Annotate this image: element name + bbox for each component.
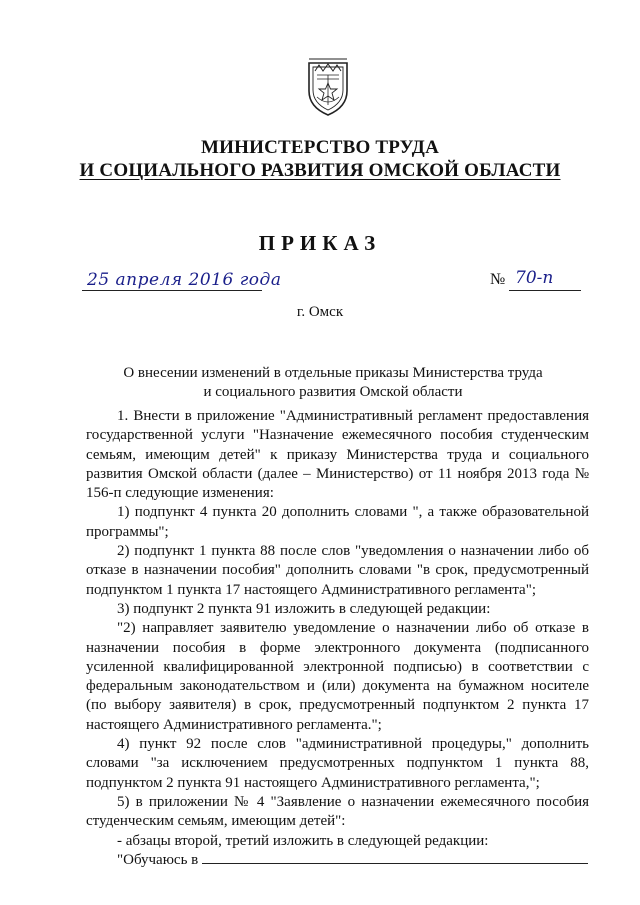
paragraph-1: 1. Внести в приложение "Административный регламент предоставления государственной услуги "Назначение ежемесячного пособия студенческим семьям, имеющим детей" к приказу Министерства труда и социального развития Омской области (далее – Министерство) от 11 ноября 2013 года № 156-п следующие изменения: xyxy=(86,408,589,502)
date-underline xyxy=(82,290,262,291)
paragraph-7: 5) в приложении № 4 "Заявление о назначении ежемесячного пособия студенческим семьям, имеющим детей": xyxy=(86,793,589,830)
document-type-title: ПРИКАЗ xyxy=(258,231,382,255)
ministry-name-line1: МИНИСТЕРСТВО ТРУДА xyxy=(201,137,439,158)
subject-line1: О внесении изменений в отдельные приказы Министерства труда xyxy=(123,365,543,381)
number-label: № xyxy=(490,271,506,288)
paragraph-2: 1) подпункт 4 пункта 20 дополнить словами ", а также образовательной программы"; xyxy=(86,504,589,540)
order-body xyxy=(86,407,589,870)
paragraph-4: 3) подпункт 2 пункта 91 изложить в следующей редакции: xyxy=(117,600,491,617)
paragraph-5: "2) направляет заявителю уведомление о назначении либо об отказе в назначении пособия в форме электронного документа (подписанного усиленной квалифицированной электронной подписью) в соответствии с федеральным законодательством и (или) документа на бумажном носителе (по выбору заявителя) в срок, предусмотренный подпунктом 2 пункта 17 настоящего Административного регламента."; xyxy=(86,620,589,733)
coat-of-arms-emblem xyxy=(303,55,353,117)
handwritten-number: 70-п xyxy=(515,268,554,288)
handwritten-date: 25 апреля 2016 года xyxy=(87,270,282,290)
subject-line2: и социального развития Омской области xyxy=(203,384,463,400)
fill-in-blank-line xyxy=(202,851,588,864)
city-label: г. Омск xyxy=(296,304,344,320)
ministry-name-line2: И СОЦИАЛЬНОГО РАЗВИТИЯ ОМСКОЙ ОБЛАСТИ xyxy=(79,160,561,181)
number-underline xyxy=(509,290,581,291)
paragraph-9 xyxy=(86,851,589,870)
paragraph-9-text: "Обучаюсь в xyxy=(117,851,199,868)
paragraph-6: 4) пункт 92 после слов "административной процедуры," дополнить словами "за исключением предусмотренных подпунктом 1 пункта 88, подпунктом 2 пункта 91 настоящего Административного регламента,"; xyxy=(86,736,589,791)
order-subject xyxy=(90,364,576,402)
paragraph-3: 2) подпункт 1 пункта 88 после слов "уведомления о назначении либо об отказе в назначении пособия" дополнить словами "в срок, предусмотренный подпунктом 1 пункта 17 настоящего Административного регламента"; xyxy=(86,543,589,598)
paragraph-8: - абзацы второй, третий изложить в следующей редакции: xyxy=(117,832,489,849)
